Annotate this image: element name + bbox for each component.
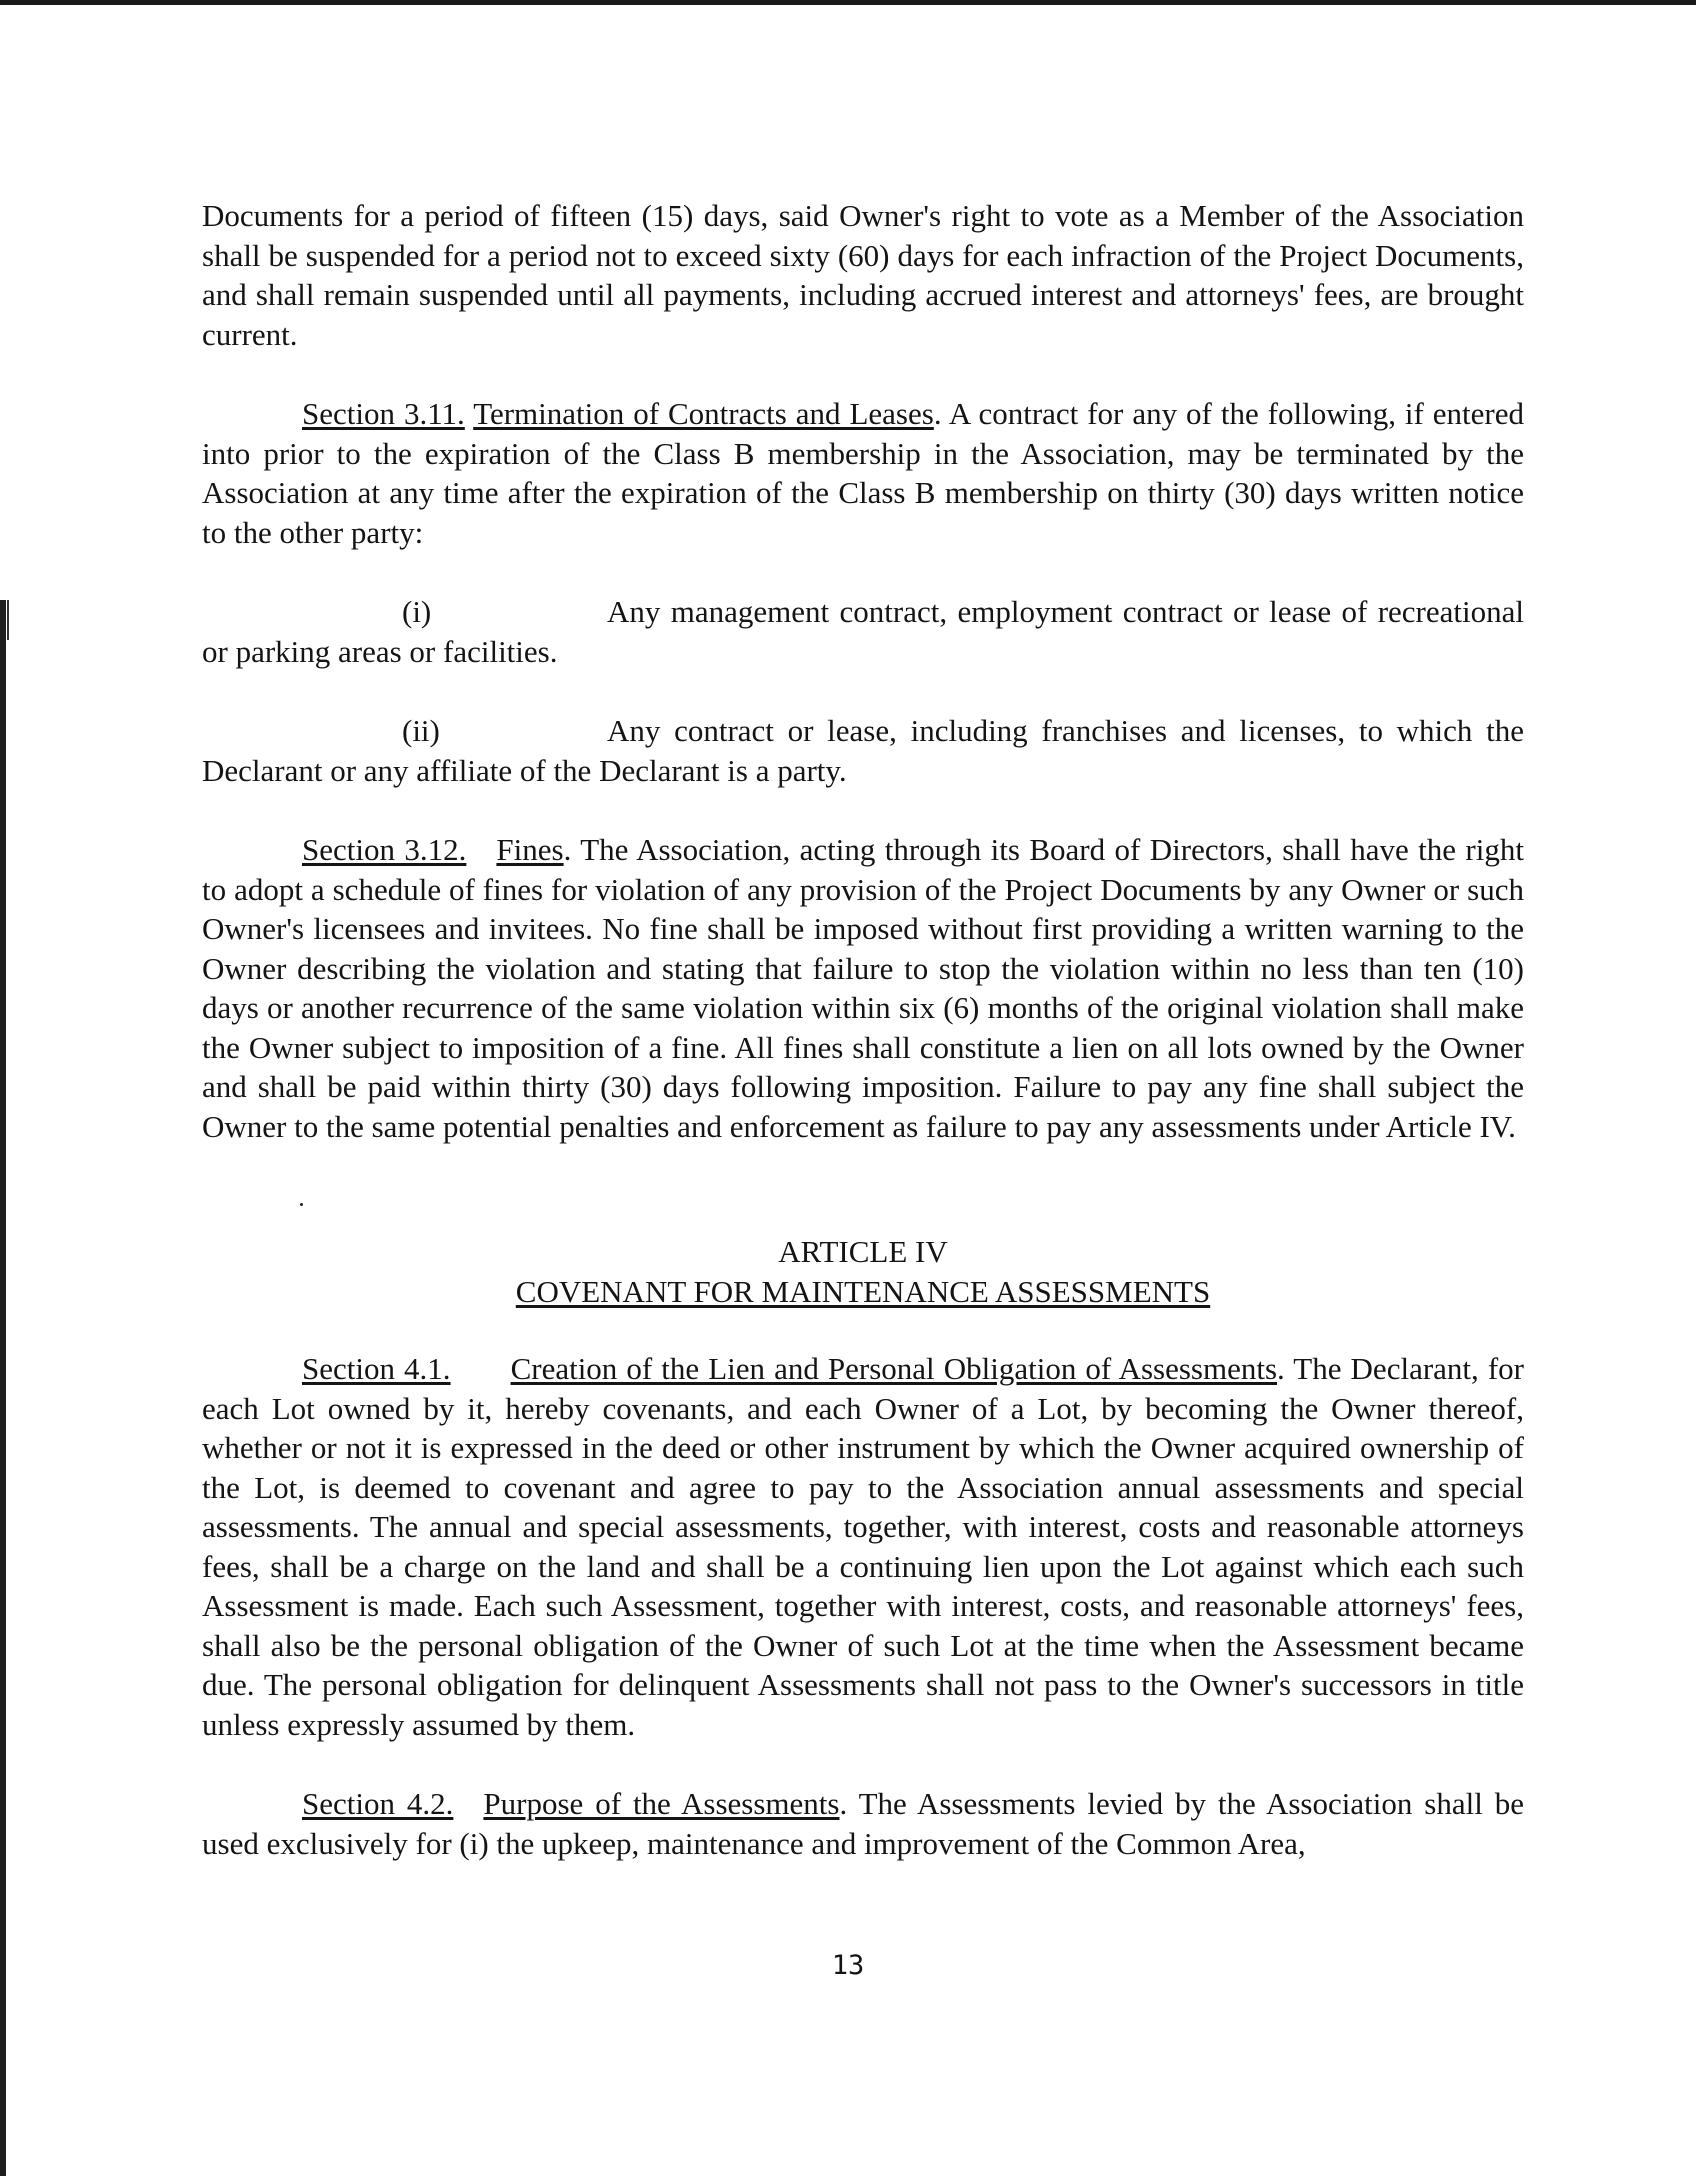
section-3-11-label: Section 3.11. — [302, 396, 465, 431]
list-item-ii — [202, 711, 1524, 790]
section-4-1-title: Creation of the Lien and Personal Obligation of Assessments — [510, 1351, 1278, 1386]
page-number: 13 — [831, 1950, 865, 1981]
document-page — [202, 196, 1524, 1863]
list-item-ii-number: (ii) — [402, 713, 440, 748]
paragraph-continuation: Documents for a period of fifteen (15) days, said Owner's right to vote as a Member of the Association shall be suspended for a period not to exceed sixty (60) days for each infraction of the Project Documents, and shall remain suspended until all payments, including accrued interest and attorneys' fees, are brought current. — [202, 198, 1524, 352]
list-item-i — [202, 592, 1524, 671]
section-4-2-title: Purpose of the Assessments — [483, 1786, 840, 1821]
section-3-12 — [202, 830, 1524, 1146]
section-3-11-title: Termination of Contracts and Leases — [473, 396, 934, 431]
section-3-12-label: Section 3.12. — [302, 832, 467, 867]
section-4-2-body: . The Assessments levied by the Association shall be used exclusively for (i) the upkeep, maintenance and improvement of the Common Area, — [202, 1786, 1524, 1861]
section-4-1 — [202, 1349, 1524, 1744]
section-3-12-title: Fines — [496, 832, 564, 867]
section-3-11 — [202, 394, 1524, 552]
section-4-2-label: Section 4.2. — [302, 1786, 454, 1821]
article-title: COVENANT FOR MAINTENANCE ASSESSMENTS — [515, 1273, 1211, 1309]
section-4-1-body: . The Declarant, for each Lot owned by it, hereby covenants, and each Owner of a Lot, by becoming the Owner thereof, whether or not it is expressed in the deed or other instrument by which the Owner acquired ownership of the Lot, is deemed to covenant and agree to pay to the Association annual assessments and special assessments. The annual and special assessments, together, with interest, costs and reasonable attorneys fees, shall be a charge on the land and shall be a continuing lien upon the Lot against which each such Assessment is made. Each such Assessment, together with interest, costs, and reasonable attorneys' fees, shall also be the personal obligation of the Owner of such Lot at the time when the Assessment became due. The personal obligation for delinquent Assessments shall not pass to the Owner's successors in title unless expressly assumed by them. — [202, 1351, 1524, 1742]
article-heading: ARTICLE IV — [778, 1234, 948, 1269]
scan-left-border — [0, 600, 6, 2176]
section-4-2 — [202, 1784, 1524, 1863]
section-3-12-body: . The Association, acting through its Board of Directors, shall have the right to adopt a schedule of fines for violation of any provision of the Project Documents by any Owner or such Owner's licensees and invitees. No fine shall be imposed without first providing a written warning to the Owner describing the violation and stating that failure to stop the violation within no less than ten (10) days or another recurrence of the same violation within six (6) months of the original violation shall make the Owner subject to imposition of a fine. All fines shall constitute a lien on all lots owned by the Owner and shall be paid within thirty (30) days following imposition. Failure to pay any fine shall subject the Owner to the same potential penalties and enforcement as failure to pay any assessments under Article IV. — [202, 832, 1524, 1144]
scan-top-border — [0, 0, 1696, 5]
scan-edge-mark — [7, 600, 9, 640]
section-3-11-body: . A contract for any of the following, if entered into prior to the expiration of the Class B membership in the Association, may be terminated by the Association at any time after the expiration of the Class B membership on thirty (30) days written notice to the other party: — [202, 396, 1525, 550]
list-item-ii-text: Any contract or lease, including franchises and licenses, to which the Declarant or any affiliate of the Declarant is a party. — [202, 713, 1524, 788]
list-item-i-number: (i) — [402, 594, 432, 629]
section-4-1-label: Section 4.1. — [302, 1351, 451, 1386]
list-item-i-text: Any management contract, employment contract or lease of recreational or parking areas or facilities. — [202, 594, 1524, 669]
